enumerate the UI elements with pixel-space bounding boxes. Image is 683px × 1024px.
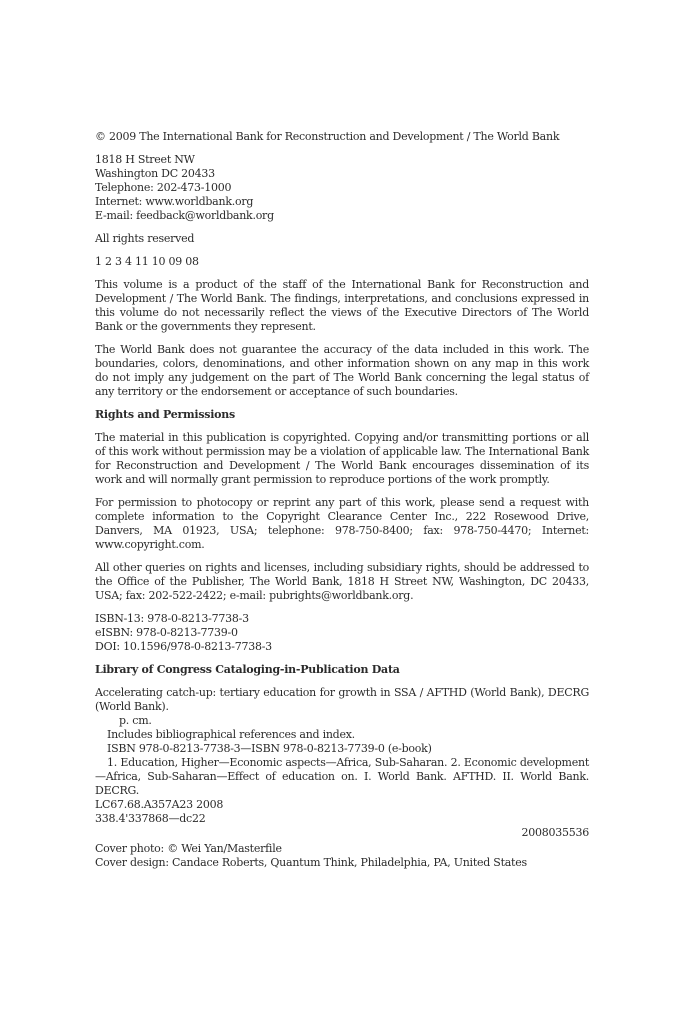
cip-title: Accelerating catch-up: tertiary education for growth in SSA / AFTHD (World Bank), DECRG (World Bank). — [95, 686, 589, 713]
cip-pages: p. cm. — [119, 714, 152, 727]
cip-includes: Includes bibliographical references and index. — [107, 728, 355, 741]
printing-number: 1 2 3 4 11 10 09 08 — [95, 255, 199, 268]
cover-design-credit: Cover design: Candace Roberts, Quantum Think, Philadelphia, PA, United States — [95, 856, 527, 869]
credits-block — [95, 842, 589, 870]
permissions-paragraph-3: All other queries on rights and licenses, including subsidiary rights, should be addressed to the Office of the Publisher, The World Bank, 1818 H Street NW, Washington, DC 20433, USA; fax: 202-522-2422; e-mail: pubrights@worldbank.org. — [95, 561, 589, 602]
disclaimer-views: This volume is a product of the staff of the International Bank for Reconstruction and Development / The World Bank. The findings, interpretations, and conclusions expressed in this volume do not necessarily reflect the views of the Executive Directors of The World Bank or the governments they represent. — [95, 278, 589, 333]
disclaimer-accuracy: The World Bank does not guarantee the accuracy of the data included in this work. The boundaries, colors, denominations, and other information shown on any map in this work do not imply any judgement on the part of The World Bank concerning the legal status of any territory or the endorsement or acceptance of such boundaries. — [95, 343, 589, 398]
address-internet: Internet: www.worldbank.org — [95, 195, 254, 208]
rights-reserved: All rights reserved — [95, 232, 195, 245]
address-block — [95, 153, 589, 223]
cip-lc-number: LC67.68.A357A23 2008 — [95, 798, 224, 811]
permissions-heading: Rights and Permissions — [95, 408, 235, 421]
identifiers-block — [95, 612, 589, 654]
isbn-13: ISBN-13: 978-0-8213-7738-3 — [95, 612, 249, 625]
doi: DOI: 10.1596/978-0-8213-7738-3 — [95, 640, 272, 653]
address-city: Washington DC 20433 — [95, 167, 215, 180]
eisbn: eISBN: 978-0-8213-7739-0 — [95, 626, 238, 639]
address-email: E-mail: feedback@worldbank.org — [95, 209, 274, 222]
permissions-paragraph-1: The material in this publication is copyrighted. Copying and/or transmitting portions or all of this work without permission may be a violation of applicable law. The International Bank for Reconstruction and Development / The World Bank encourages dissemination of its work and will normally grant permission to reproduce portions of the work promptly. — [95, 431, 589, 486]
permissions-paragraph-2: For permission to photocopy or reprint any part of this work, please send a request with complete information to the Copyright Clearance Center Inc., 222 Rosewood Drive, Danvers, MA 01923, USA; telephone: 978-750-8400; fax: 978-750-4470; Internet: www.copyright.com. — [95, 496, 589, 551]
cip-lccn: 2008035536 — [521, 826, 589, 839]
cip-isbn: ISBN 978-0-8213-7738-3—ISBN 978-0-8213-7739-0 (e-book) — [107, 742, 432, 755]
copyright-line: © 2009 The International Bank for Reconstruction and Development / The World Bank — [95, 130, 560, 143]
cip-subjects: 1. Education, Higher—Economic aspects—Africa, Sub-Saharan. 2. Economic development—Africa, Sub-Saharan—Effect of education on. I. World Bank. AFTHD. II. World Bank. DECRG. — [95, 756, 589, 797]
cover-photo-credit: Cover photo: © Wei Yan/Masterfile — [95, 842, 282, 855]
cip-dewey-number: 338.4'337868—dc22 — [95, 812, 206, 825]
copyright-page — [95, 130, 589, 879]
address-telephone: Telephone: 202-473-1000 — [95, 181, 232, 194]
cip-heading: Library of Congress Cataloging-in-Publication Data — [95, 663, 400, 676]
address-street: 1818 H Street NW — [95, 153, 195, 166]
cip-block — [95, 686, 589, 840]
